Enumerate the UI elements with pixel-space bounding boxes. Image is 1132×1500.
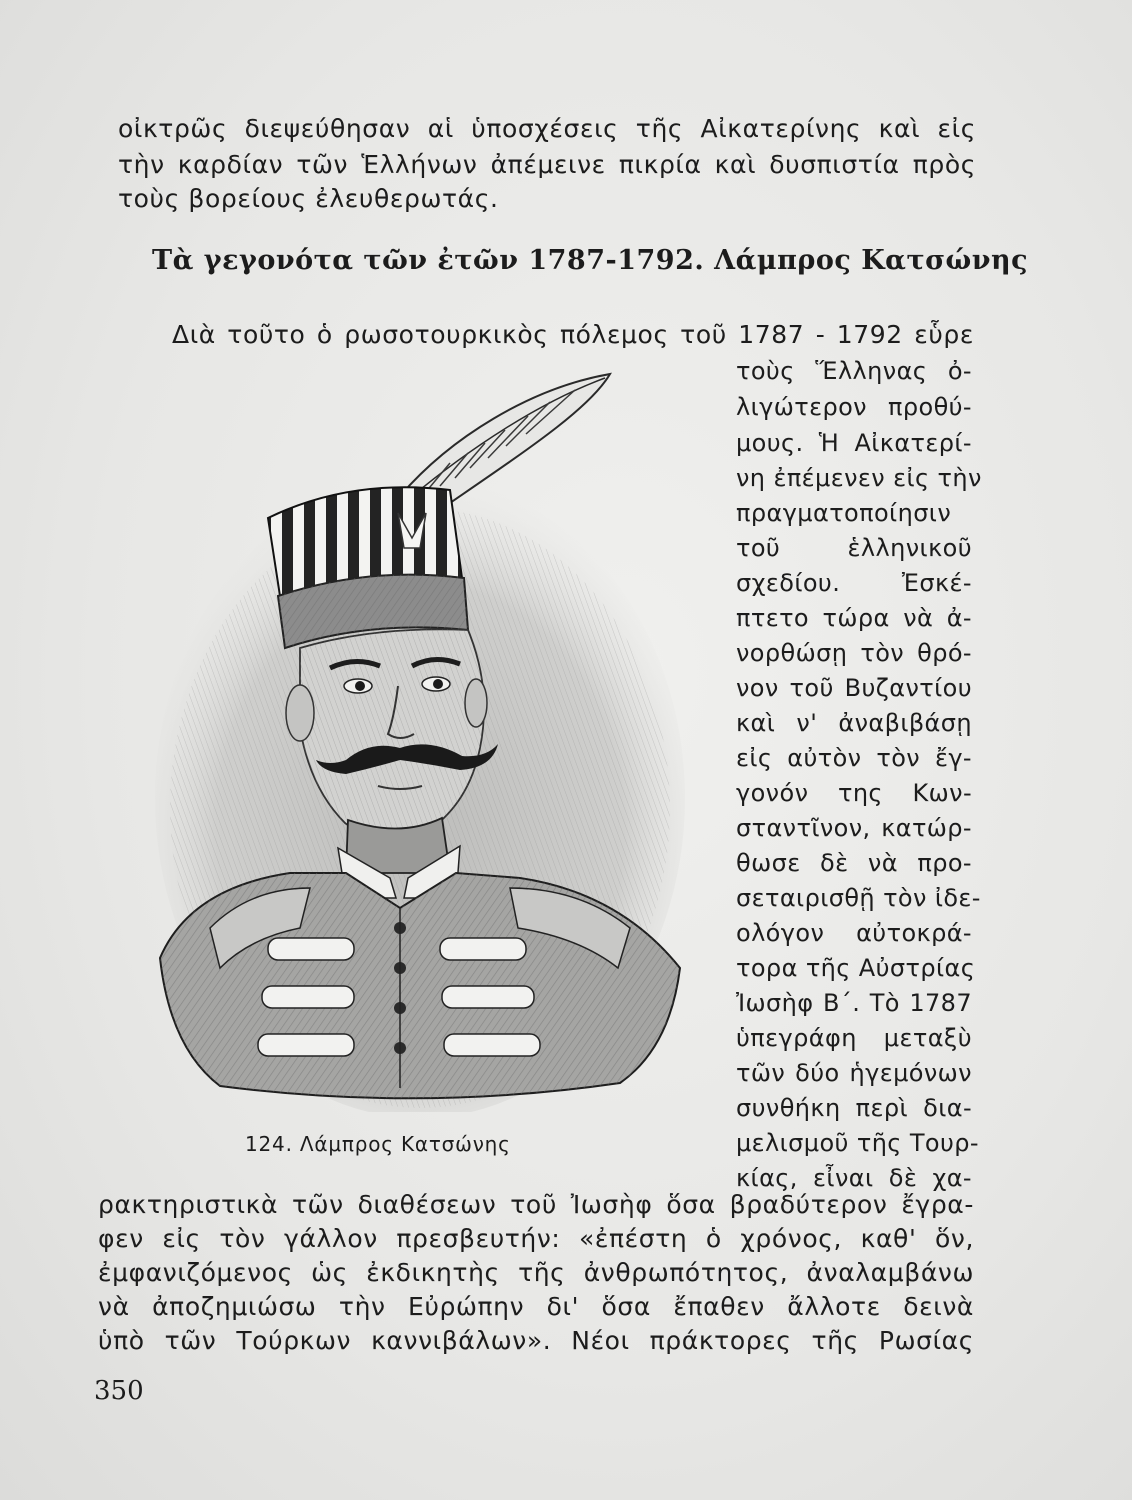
side-column-line: Ἰωσὴφ Β΄. Τὸ 1787: [736, 989, 972, 1017]
body-text-line: ρακτηριστικὰ τῶν διαθέσεων τοῦ Ἰωσὴφ ὅσα βραδύτερον ἔγρα-: [98, 1190, 974, 1219]
body-text-line: Διὰ τοῦτο ὁ ρωσοτουρκικὸς πόλεμος τοῦ 1787 - 1792 εὗρε: [172, 320, 974, 349]
side-column-line: λιγώτερον προθύ-: [736, 393, 972, 421]
side-column-line: τοὺς Ἕλληνας ὀ-: [736, 357, 972, 385]
side-column-line: συνθήκη περὶ δια-: [736, 1094, 972, 1122]
body-text-line: ὑπὸ τῶν Τούρκων καννιβάλων». Νέοι πράκτορες τῆς Ρωσίας: [98, 1326, 974, 1355]
body-text-line: τὴν καρδίαν τῶν Ἑλλήνων ἀπέμεινε πικρία καὶ δυσπιστία πρὸς: [118, 150, 976, 179]
side-column-line: σταντῖνον, κατώρ-: [736, 814, 972, 842]
side-column-line: σεταιρισθῇ τὸν ἰδε-: [736, 884, 981, 912]
side-column-line: τῶν δύο ἡγεμόνων: [736, 1059, 972, 1087]
body-text-line: φεν εἰς τὸν γάλλον πρεσβευτήν: «ἐπέστη ὁ χρόνος, καθ' ὅν,: [98, 1224, 974, 1253]
side-column-line: τορα τῆς Αὐστρίας: [736, 954, 976, 982]
side-column-line: ὑπεγράφη μεταξὺ: [736, 1024, 972, 1052]
page-number: 350: [94, 1376, 144, 1406]
portrait-engraving: [150, 368, 690, 1112]
side-column-line: γονόν της Κων-: [736, 779, 972, 807]
side-column-line: σχεδίου. Ἐσκέ-: [736, 569, 972, 597]
side-column-line: νορθώσῃ τὸν θρό-: [736, 639, 972, 667]
side-column-line: πραγματοποίησιν: [736, 499, 952, 527]
side-column-line: κίας, εἶναι δὲ χα-: [736, 1164, 972, 1192]
figure-caption: 124. Λάμπρος Κατσώνης: [245, 1132, 511, 1156]
section-heading: Τὰ γεγονότα τῶν ἐτῶν 1787-1792. Λάμπρος Κατσώνης: [152, 245, 1029, 276]
side-column-line: πτετο τώρα νὰ ἀ-: [736, 604, 972, 632]
body-text-line: τοὺς βορείους ἐλευθερωτάς.: [118, 184, 499, 213]
body-text-line: νὰ ἀποζημιώσω τὴν Εὐρώπην δι' ὅσα ἔπαθεν ἄλλοτε δεινὰ: [98, 1292, 974, 1321]
body-text-line: οἰκτρῶς διεψεύθησαν αἱ ὑποσχέσεις τῆς Αἰκατερίνης καὶ εἰς: [118, 114, 976, 143]
side-column-line: μελισμοῦ τῆς Τουρ-: [736, 1129, 979, 1157]
body-text-line: ἐμφανιζόμενος ὡς ἐκδικητὴς τῆς ἀνθρωπότητος, ἀναλαμβάνω: [98, 1258, 974, 1287]
side-column-line: καὶ ν' ἀναβιβάσῃ: [736, 709, 972, 737]
side-column-line: εἰς αὐτὸν τὸν ἔγ-: [736, 744, 972, 772]
side-column-line: μους. Ἡ Αἰκατερί-: [736, 429, 972, 457]
side-column-line: νον τοῦ Βυζαντίου: [736, 674, 972, 702]
side-column-line: θωσε δὲ νὰ προ-: [736, 849, 972, 877]
side-column-line: τοῦ ἑλληνικοῦ: [736, 534, 972, 562]
side-column-line: νη ἐπέμενεν εἰς τὴν: [736, 464, 982, 492]
side-column-line: ολόγον αὐτοκρά-: [736, 919, 972, 947]
